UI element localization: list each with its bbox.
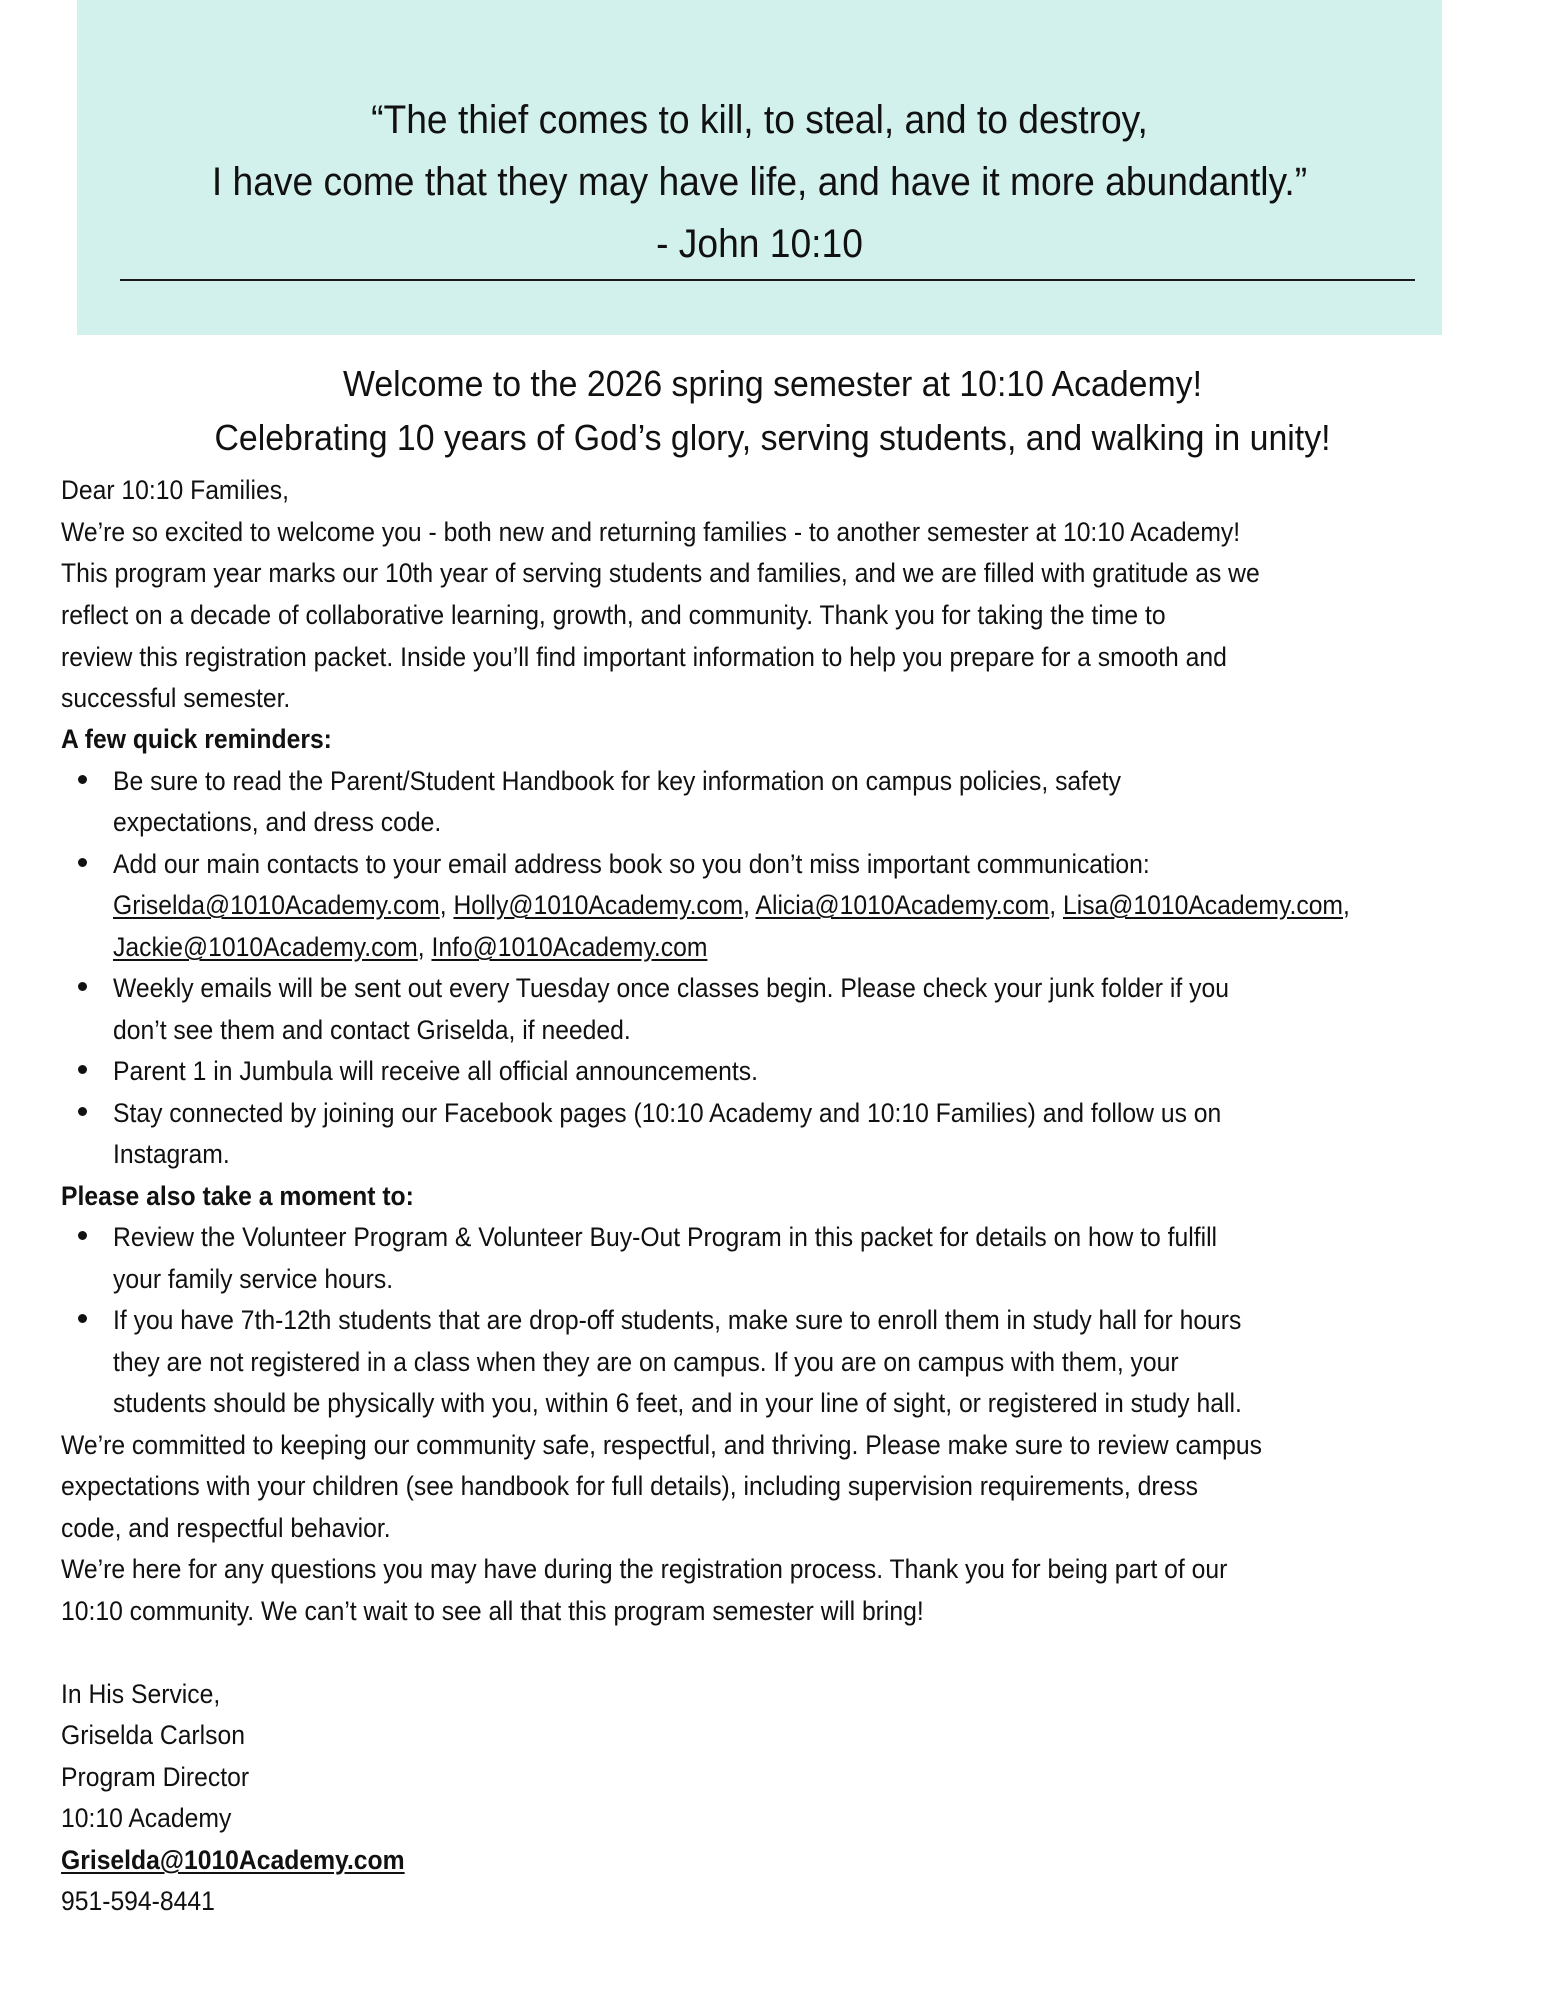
bullet-icon: [78, 775, 87, 784]
committed-line: code, and respectful behavior.: [61, 1513, 391, 1543]
quote-line-1: “The thief comes to kill, to steal, and to destroy,: [371, 98, 1148, 142]
committed-line: expectations with your children (see handbook for full details), including supervision requirements, dress: [61, 1471, 1199, 1501]
reminder-contacts: Add our main contacts to your email address book so you don’t miss important communication:: [113, 849, 1150, 879]
celebration-heading: Celebrating 10 years of God’s glory, serving students, and walking in unity!: [214, 417, 1331, 458]
moment-volunteer-cont: your family service hours.: [113, 1264, 394, 1294]
salutation: Dear 10:10 Families,: [61, 475, 289, 505]
email-link-jackie[interactable]: Jackie@1010Academy.com: [113, 932, 418, 962]
closing-line: We’re here for any questions you may have during the registration process. Thank you for being part of our: [61, 1554, 1228, 1584]
quote-divider: [120, 279, 1415, 281]
bullet-icon: [78, 1231, 87, 1240]
email-link-info[interactable]: Info@1010Academy.com: [431, 932, 708, 962]
reminders-heading: A few quick reminders:: [61, 724, 332, 754]
moment-study-hall-cont: they are not registered in a class when they are on campus. If you are on campus with them, your: [113, 1347, 1179, 1377]
moment-study-hall-cont: students should be physically with you, within 6 feet, and in your line of sight, or registered in study hall.: [113, 1388, 1242, 1418]
signer-name: Griselda Carlson: [61, 1720, 245, 1750]
separator: ,: [743, 890, 756, 920]
reminder-handbook-cont: expectations, and dress code.: [113, 807, 442, 837]
committed-line: We’re committed to keeping our community safe, respectful, and thriving. Please make sure to review campus: [61, 1430, 1263, 1460]
intro-line: successful semester.: [61, 683, 291, 713]
reminder-weekly-emails: Weekly emails will be sent out every Tuesday once classes begin. Please check your junk folder if you: [113, 973, 1229, 1003]
reminder-social-cont: Instagram.: [113, 1139, 230, 1169]
reminder-handbook: Be sure to read the Parent/Student Handbook for key information on campus policies, safety: [113, 766, 1121, 796]
separator: ,: [417, 932, 432, 962]
closing-line: 10:10 community. We can’t wait to see all that this program semester will bring!: [61, 1596, 924, 1626]
bullet-icon: [78, 982, 87, 991]
moment-volunteer: Review the Volunteer Program & Volunteer Buy-Out Program in this packet for details on how to fulfill: [113, 1222, 1218, 1252]
bullet-icon: [78, 1314, 87, 1323]
signer-title: Program Director: [61, 1762, 250, 1792]
email-link-holly[interactable]: Holly@1010Academy.com: [453, 890, 744, 920]
scripture-quote-banner: [77, 0, 1442, 335]
bullet-icon: [78, 1107, 87, 1116]
intro-line: This program year marks our 10th year of serving students and families, and we are filled with gratitude as we: [61, 558, 1260, 588]
intro-line: reflect on a decade of collaborative learning, growth, and community. Thank you for taking the time to: [61, 600, 1166, 630]
email-link-griselda[interactable]: Griselda@1010Academy.com: [113, 890, 440, 920]
signer-organization: 10:10 Academy: [61, 1803, 232, 1833]
intro-line: review this registration packet. Inside you’ll find important information to help you prepare for a smooth and: [61, 642, 1227, 672]
valediction: In His Service,: [61, 1679, 221, 1709]
signer-email-link[interactable]: Griselda@1010Academy.com: [61, 1845, 405, 1875]
contact-emails-row-1: [113, 888, 1350, 922]
moment-heading: Please also take a moment to:: [61, 1181, 414, 1211]
quote-citation: - John 10:10: [656, 222, 863, 266]
quote-line-2: I have come that they may have life, and have it more abundantly.”: [211, 160, 1308, 204]
intro-line: We’re so excited to welcome you - both new and returning families - to another semester at 10:10 Academy!: [61, 517, 1241, 547]
bullet-icon: [78, 858, 87, 867]
bullet-icon: [78, 1065, 87, 1074]
separator: ,: [1343, 890, 1350, 920]
contact-emails-row-2: [113, 930, 707, 964]
reminder-weekly-emails-cont: don’t see them and contact Griselda, if needed.: [113, 1015, 631, 1045]
separator: ,: [1049, 890, 1063, 920]
reminder-parent1: Parent 1 in Jumbula will receive all official announcements.: [113, 1056, 758, 1086]
email-link-alicia[interactable]: Alicia@1010Academy.com: [755, 890, 1050, 920]
reminder-social: Stay connected by joining our Facebook pages (10:10 Academy and 10:10 Families) and follow us on: [113, 1098, 1222, 1128]
signer-email-row: [61, 1843, 405, 1877]
signer-phone: 951-594-8441: [61, 1886, 215, 1916]
welcome-heading: Welcome to the 2026 spring semester at 10:10 Academy!: [342, 363, 1203, 404]
moment-study-hall: If you have 7th-12th students that are drop-off students, make sure to enroll them in study hall for hours: [113, 1305, 1242, 1335]
email-link-lisa[interactable]: Lisa@1010Academy.com: [1062, 890, 1344, 920]
separator: ,: [439, 890, 454, 920]
